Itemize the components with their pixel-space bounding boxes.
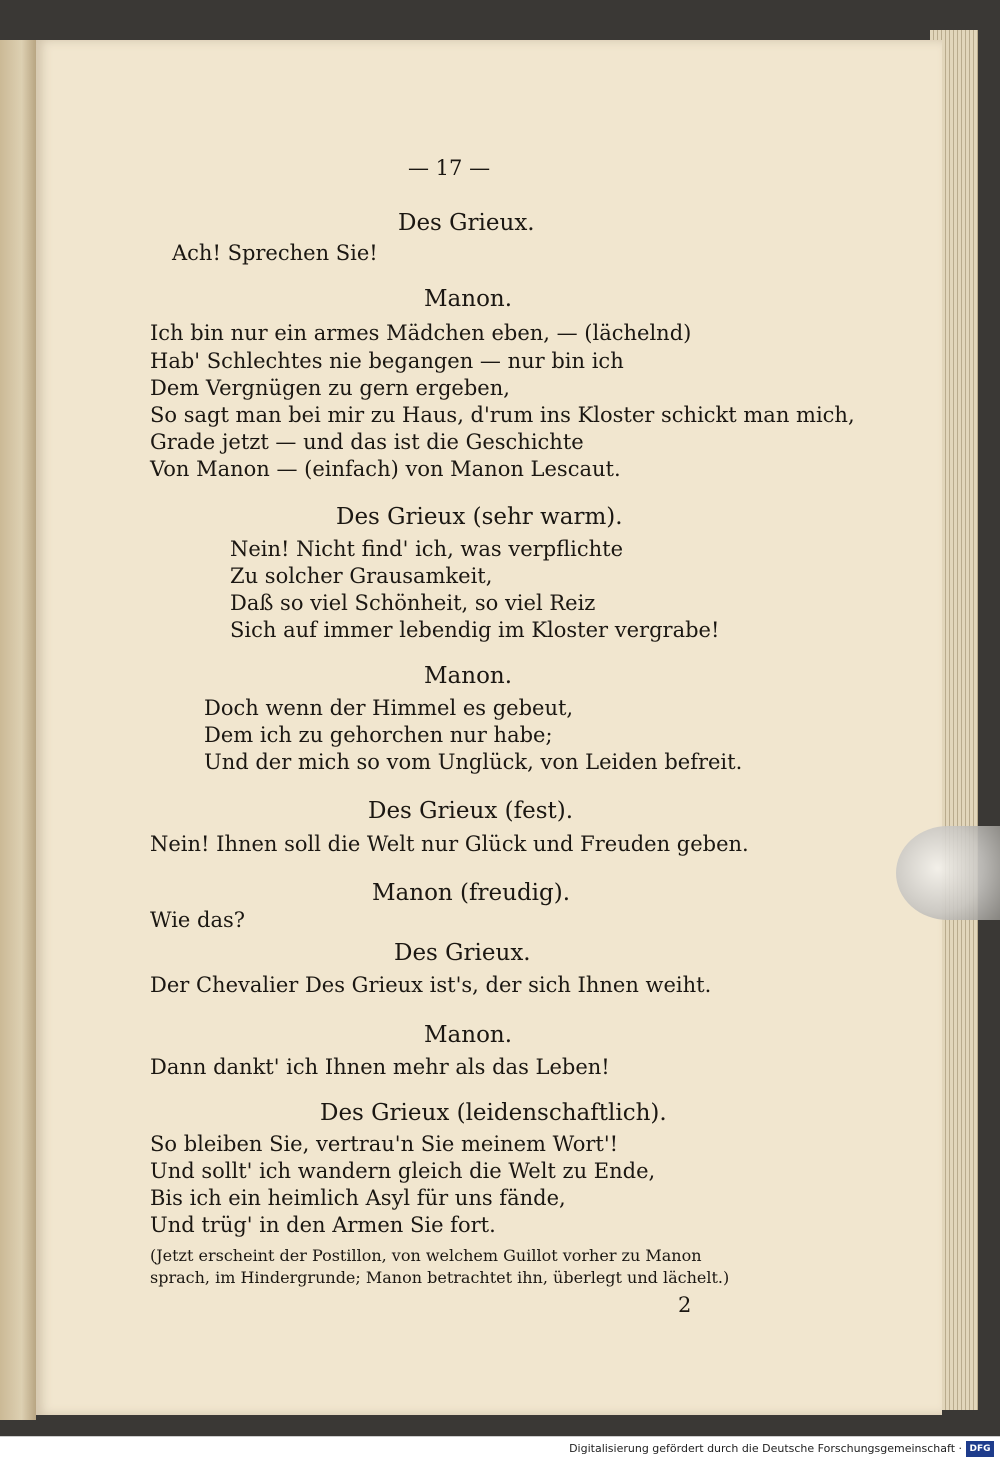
speaker-heading: Des Grieux (leidenschaftlich). [320, 1100, 667, 1126]
verse-line: Wie das? [150, 908, 246, 932]
verse-line: So sagt man bei mir zu Haus, d'rum ins Kloster schickt man mich, [150, 403, 855, 427]
verse-line: Dem ich zu gehorchen nur habe; [204, 723, 553, 747]
page-number-header: — 17 — [408, 156, 491, 180]
verse-line: Daß so viel Schönheit, so viel Reiz [230, 591, 596, 615]
verse-line: Bis ich ein heimlich Asyl für uns fände, [150, 1186, 566, 1210]
dfg-logo-icon: DFG [966, 1441, 994, 1457]
verse-line: Ich bin nur ein armes Mädchen eben, — (lächelnd) [150, 321, 692, 345]
verse-line: Nein! Ihnen soll die Welt nur Glück und Freuden geben. [150, 832, 749, 856]
footer-bar [0, 1436, 1000, 1463]
stage-direction: sprach, im Hindergrunde; Manon betrachtet ihn, überlegt und lächelt.) [150, 1268, 730, 1287]
verse-line: Und der mich so vom Unglück, von Leiden befreit. [204, 750, 743, 774]
verse-line: Dem Vergnügen zu gern ergeben, [150, 376, 510, 400]
verse-line: Und sollt' ich wandern gleich die Welt zu Ende, [150, 1159, 656, 1183]
speaker-heading: Des Grieux (sehr warm). [336, 504, 623, 530]
speaker-heading: Des Grieux (fest). [368, 798, 574, 824]
speaker-heading: Manon. [424, 1022, 513, 1048]
verse-line: So bleiben Sie, vertrau'n Sie meinem Wort'! [150, 1132, 619, 1156]
verse-line: Von Manon — (einfach) von Manon Lescaut. [150, 457, 621, 481]
verse-line: Grade jetzt — und das ist die Geschichte [150, 430, 584, 454]
verse-line: Der Chevalier Des Grieux ist's, der sich Ihnen weiht. [150, 973, 712, 997]
speaker-heading: Des Grieux. [394, 940, 531, 966]
signature-mark: 2 [678, 1293, 692, 1317]
footer-credit: Digitalisierung gefördert durch die Deutsche Forschungsgemeinschaft · [569, 1442, 962, 1455]
speaker-heading: Manon. [424, 286, 513, 312]
verse-line: Doch wenn der Himmel es gebeut, [204, 696, 574, 720]
stage-direction: (Jetzt erscheint der Postillon, von welchem Guillot vorher zu Manon [150, 1246, 702, 1265]
verse-line: Sich auf immer lebendig im Kloster vergrabe! [230, 618, 720, 642]
speaker-heading: Des Grieux. [398, 210, 535, 236]
verse-line: Ach! Sprechen Sie! [172, 241, 378, 265]
verse-line: Hab' Schlechtes nie begangen — nur bin ich [150, 349, 624, 373]
verse-line: Nein! Nicht find' ich, was verpflichte [230, 537, 624, 561]
speaker-heading: Manon. [424, 663, 513, 689]
speaker-heading: Manon (freudig). [372, 880, 571, 906]
verse-line: Zu solcher Grausamkeit, [230, 564, 493, 588]
verse-line: Und trüg' in den Armen Sie fort. [150, 1213, 496, 1237]
verse-line: Dann dankt' ich Ihnen mehr als das Leben! [150, 1055, 610, 1079]
